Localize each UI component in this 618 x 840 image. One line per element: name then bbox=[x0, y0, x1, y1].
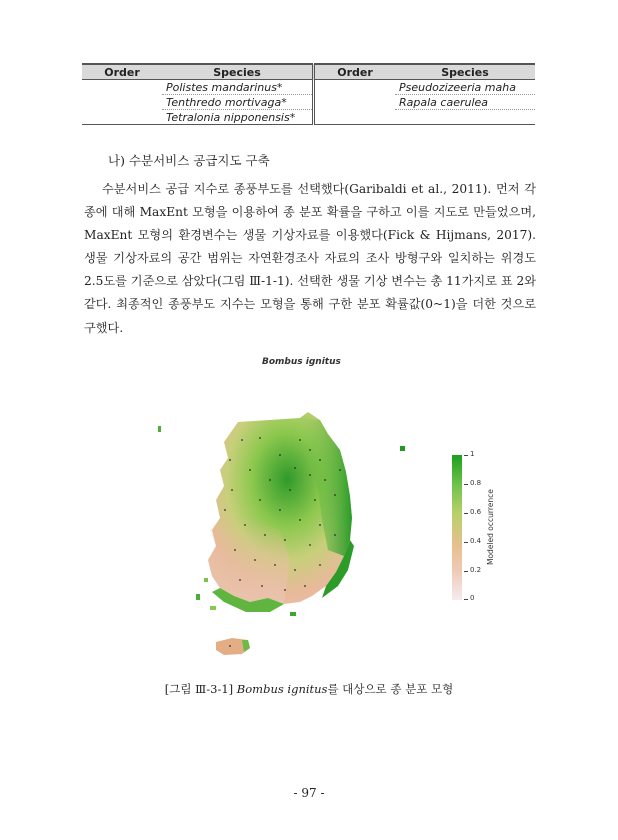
caption-species: Bombus ignitus bbox=[236, 682, 328, 696]
header-order-2: Order bbox=[314, 64, 396, 80]
header-species-2: Species bbox=[395, 64, 535, 80]
table-row bbox=[82, 110, 535, 125]
legend-tick-label: 1 bbox=[470, 450, 475, 458]
legend-tick bbox=[464, 571, 468, 572]
legend-tick-label: 0.8 bbox=[470, 479, 482, 487]
legend-tick-label: 0.4 bbox=[470, 537, 482, 545]
table-cell bbox=[395, 110, 535, 125]
table-header-row bbox=[82, 64, 535, 80]
header-order-1: Order bbox=[82, 64, 162, 80]
legend-tick bbox=[464, 513, 468, 514]
table-cell: Polistes mandarinus* bbox=[162, 80, 314, 95]
section-heading: 나) 수분서비스 공급지도 구축 bbox=[108, 153, 270, 168]
legend-tick bbox=[464, 542, 468, 543]
legend-tick-label: 0 bbox=[470, 594, 475, 602]
island bbox=[210, 606, 216, 610]
table-cell: Pseudozizeeria maha bbox=[395, 80, 535, 95]
legend-tick bbox=[464, 599, 468, 600]
table-cell bbox=[82, 110, 162, 125]
caption-prefix: [그림 Ⅲ-3-1] bbox=[164, 682, 237, 696]
table-cell: Tetralonia nipponensis* bbox=[162, 110, 314, 125]
table-row bbox=[82, 95, 535, 110]
legend-title: Modeled occurrence bbox=[486, 489, 495, 565]
page-number: - 97 - bbox=[293, 786, 325, 800]
paragraph-text: 수분서비스 공급 지수로 종풍부도를 선택했다(Garibaldi et al., 2011). 먼저 각 종에 대해 MaxEnt 모형을 이용하여 종 분포 확률을 구하고 이를 지도로 만들었으며, MaxEnt 모형의 환경변수는 생물 기상자료를 이용했다(Fick & Hijmans, 2017). 생물 기상자료의 공간 범위는 자연환경조사 자료의 조사 방형구와 일치하는 위경도 2.5도를 기준으로 삼았다(그림 Ⅲ-1-1). 선택한 생물 기상 변수는 총 11가지로 표 2와 같다. 최종적인 종풍부도 지수는 모형을 통해 구한 분포 확률값(0~1)을 더한 것으로 구했다. bbox=[84, 182, 537, 335]
table-cell: Rapala caerulea bbox=[395, 95, 535, 110]
legend-colorbar bbox=[452, 455, 462, 600]
figure-title: Bombus ignitus bbox=[262, 357, 341, 367]
island bbox=[400, 446, 405, 451]
table-row bbox=[82, 80, 535, 95]
legend-tick-label: 0.6 bbox=[470, 508, 482, 516]
caption-suffix: 를 대상으로 종 분포 모형 bbox=[327, 682, 454, 696]
island bbox=[204, 578, 208, 582]
species-distribution-map bbox=[150, 350, 450, 670]
header-species-1: Species bbox=[162, 64, 314, 80]
legend-tick bbox=[464, 455, 468, 456]
species-table bbox=[82, 63, 535, 125]
figure-caption bbox=[0, 681, 618, 697]
table-cell bbox=[82, 95, 162, 110]
island bbox=[158, 426, 161, 432]
table-cell: Tenthredo mortivaga* bbox=[162, 95, 314, 110]
table-cell bbox=[82, 80, 162, 95]
body-paragraph bbox=[84, 178, 536, 340]
table-cell bbox=[314, 95, 396, 110]
legend-tick bbox=[464, 484, 468, 485]
legend-tick-label: 0.2 bbox=[470, 566, 482, 574]
table-cell bbox=[314, 80, 396, 95]
island bbox=[290, 612, 296, 616]
table-cell bbox=[314, 110, 396, 125]
island bbox=[196, 594, 200, 600]
